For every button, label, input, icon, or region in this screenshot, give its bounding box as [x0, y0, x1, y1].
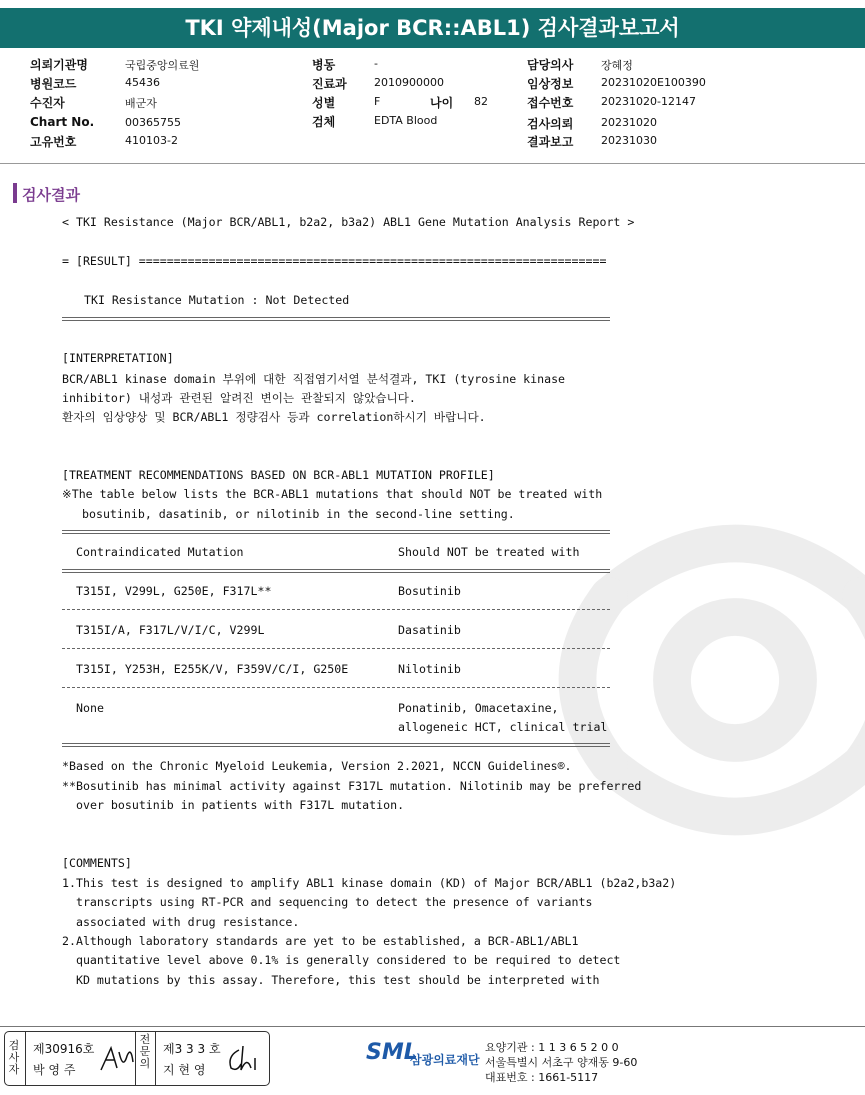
signature-stamp	[4, 1031, 270, 1086]
institution-label: 의뢰기관명	[30, 58, 88, 72]
table-row-mutation: T315I, Y253H, E255K/V, F359V/C/I, G250E	[76, 662, 349, 676]
comment-line: 1.This test is designed to amplify ABL1 kinase domain (KD) of Major BCR/ABL1 (b2a2,b3a2)	[62, 876, 677, 890]
address: 서울특별시 서초구 양재동 9-60	[485, 1056, 638, 1069]
agency-code: 요양기관 : 1 1 3 6 5 2 0 0	[485, 1041, 619, 1054]
comment-line: KD mutations by this assay. Therefore, this test should be interpreted with	[62, 973, 600, 987]
table-row-mutation: None	[76, 701, 104, 715]
patient-info	[0, 54, 865, 158]
interpretation-header: [INTERPRETATION]	[62, 351, 174, 365]
table-row-drug: Nilotinib	[398, 662, 461, 676]
request-date-value: 20231020	[601, 116, 657, 129]
footnote: over bosutinib in patients with F317L mutation.	[76, 798, 405, 812]
chart-no-value: 00365755	[125, 116, 181, 129]
ward-value: -	[374, 57, 378, 70]
treatment-note: ※The table below lists the BCR-ABL1 mutations that should NOT be treated with	[62, 487, 603, 501]
unique-no-label: 고유번호	[30, 135, 77, 149]
specialist-label: 전문의	[139, 1033, 151, 1070]
patient-label: 수진자	[30, 96, 65, 110]
table-row-drug: Ponatinib, Omacetaxine,	[398, 701, 559, 715]
receipt-no-label: 접수번호	[527, 96, 574, 110]
interpretation-line: BCR/ABL1 kinase domain 부위에 대한 직접염기서열 분석결과, TKI (tyrosine kinase	[62, 372, 566, 386]
sml-logo: SML	[366, 1040, 418, 1065]
stamp-divider	[25, 1032, 26, 1085]
table-header-mutation: Contraindicated Mutation	[76, 545, 244, 559]
age-value: 82	[474, 95, 488, 108]
info-divider	[0, 163, 865, 164]
dashed-separator	[62, 609, 610, 610]
table-row-mutation: T315I, V299L, G250E, F317L**	[76, 584, 272, 598]
hospital-code-value: 45436	[125, 76, 160, 89]
comment-line: 2.Although laboratory standards are yet to be established, a BCR-ABL1/ABL1	[62, 934, 579, 948]
age-label: 나이	[430, 96, 454, 110]
unique-no-value: 410103-2	[125, 134, 178, 147]
double-separator	[62, 569, 610, 573]
specimen-value: EDTA Blood	[374, 114, 438, 127]
examiner-label: 검사자	[8, 1039, 20, 1076]
ward-label: 병동	[312, 58, 336, 72]
clinical-info-label: 임상정보	[527, 77, 574, 91]
interpretation-line: 환자의 임상양상 및 BCR/ABL1 정량검사 등과 correlation하시기 바랍니다.	[62, 410, 486, 424]
table-row-mutation: T315I/A, F317L/V/I/C, V299L	[76, 623, 265, 637]
sex-label: 성별	[312, 96, 336, 110]
stamp-divider	[155, 1032, 156, 1085]
examiner-signature-icon	[97, 1042, 137, 1076]
examiner-name: 박 영 주	[33, 1063, 76, 1077]
foundation-name: 삼광의료재단	[410, 1053, 480, 1067]
report-title: TKI 약제내성(Major BCR::ABL1) 검사결과보고서	[185, 16, 680, 40]
comment-line: quantitative level above 0.1% is generally considered to be required to detect	[62, 953, 621, 967]
table-row-drug: Dasatinib	[398, 623, 461, 637]
interpretation-line: inhibitor) 내성과 관련된 알려진 변이는 관찰되지 않았습니다.	[62, 391, 416, 405]
request-date-label: 검사의뢰	[527, 117, 574, 131]
table-header-drug: Should NOT be treated with	[398, 545, 580, 559]
stamp-divider	[135, 1032, 136, 1085]
table-row-drug: Bosutinib	[398, 584, 461, 598]
comments-header: [COMMENTS]	[62, 856, 132, 870]
treatment-header: [TREATMENT RECOMMENDATIONS BASED ON BCR-ABL1 MUTATION PROFILE]	[62, 468, 495, 482]
specialist-name: 지 현 영	[163, 1063, 206, 1077]
double-separator	[62, 530, 610, 534]
double-separator	[62, 743, 610, 747]
report-date-value: 20231030	[601, 134, 657, 147]
clinical-info-value: 20231020E100390	[601, 76, 706, 89]
hospital-code-label: 병원코드	[30, 77, 77, 91]
result-line: TKI Resistance Mutation : Not Detected	[84, 293, 350, 307]
sex-value: F	[374, 95, 381, 108]
footer-divider	[0, 1026, 865, 1027]
table-row-drug-cont: allogeneic HCT, clinical trial	[398, 720, 608, 734]
patient-value: 배군자	[125, 97, 157, 110]
comment-line: transcripts using RT-PCR and sequencing to detect the presence of variants	[62, 895, 593, 909]
receipt-no-value: 20231020-12147	[601, 95, 696, 108]
treatment-note: bosutinib, dasatinib, or nilotinib in the second-line setting.	[82, 507, 515, 521]
report-date-label: 결과보고	[527, 135, 574, 149]
examiner-no: 제30916호	[33, 1042, 95, 1056]
comment-line: associated with drug resistance.	[62, 915, 300, 929]
footnote: **Bosutinib has minimal activity against F317L mutation. Nilotinib may be preferred	[62, 779, 642, 793]
double-separator	[62, 317, 610, 321]
chart-no-label: Chart No.	[30, 115, 95, 129]
doctor-label: 담당의사	[527, 58, 574, 72]
section-title: 검사결과	[22, 186, 80, 204]
section-marker	[13, 183, 17, 203]
dashed-separator	[62, 687, 610, 688]
phone: 대표번호 : 1661-5117	[485, 1071, 599, 1084]
institution-value: 국립중앙의료원	[125, 59, 200, 72]
dashed-separator	[62, 648, 610, 649]
department-value: 2010900000	[374, 76, 444, 89]
footnote: *Based on the Chronic Myeloid Leukemia, Version 2.2021, NCCN Guidelines®.	[62, 759, 572, 773]
department-label: 진료과	[312, 77, 347, 91]
doctor-value: 장혜정	[601, 59, 633, 72]
specimen-label: 검체	[312, 115, 336, 129]
report-heading: < TKI Resistance (Major BCR/ABL1, b2a2, b3a2) ABL1 Gene Mutation Analysis Report >	[62, 215, 635, 229]
result-header: = [RESULT] ===================================================================	[62, 254, 607, 268]
specialist-no: 제3 3 3 호	[163, 1042, 221, 1056]
specialist-signature-icon	[223, 1042, 263, 1076]
